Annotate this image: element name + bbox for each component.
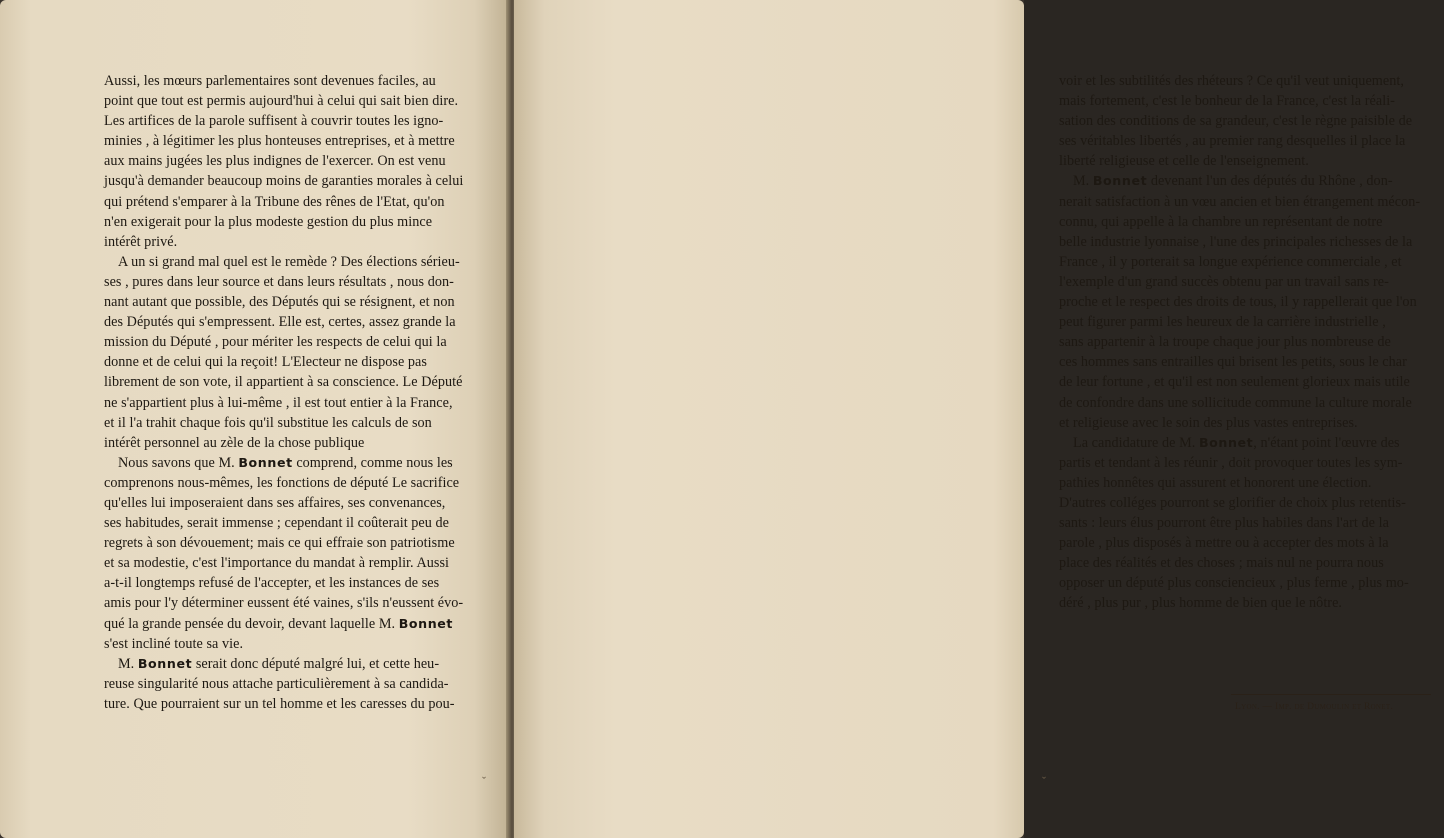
text-run: voir et les subtilités des rhéteurs ? Ce qu'il veut uniquement, mais fortement, c'est le bonheur de la France, c'est la réali- sation des conditions de sa grandeur, c'est le règne paisible de ses véritables libertés , au premier rang desquelles il place la liberté religieuse et celle de l'enseignement.: [1059, 73, 1413, 170]
left-page: [0, 0, 510, 838]
text-line: qui prétend s'emparer à la Tribune des rênes de l'Etat, qu'on: [104, 193, 445, 210]
right-page: [514, 0, 1421, 838]
text-line: des Députés qui s'empressent. Elle est, certes, assez grande la: [104, 314, 456, 331]
paragraph: [104, 453, 486, 654]
paragraph: [104, 71, 486, 252]
text-line: ses , pures dans leur source et dans leurs résultats , nous don-: [104, 273, 454, 290]
text-line: ne s'appartient plus à lui-même , il est tout entier à la France,: [104, 394, 453, 411]
text-run: Nous savons que M.: [118, 454, 239, 471]
fold-mark-left: ˇ: [482, 774, 486, 788]
text-run: serait donc député malgré lui, et cette heu- reuse singularité nous attache particulièrement à sa candida- ture. Que pourraient sur un tel homme et les caresses du pou-: [104, 655, 455, 712]
candidate-name: Bonnet: [398, 615, 454, 631]
paragraph: [1059, 171, 1444, 432]
text-run: M.: [1073, 173, 1093, 190]
text-line: intérêt personnel au zèle de la chose publique: [104, 434, 365, 451]
left-page-text: [104, 71, 486, 714]
text-line: Les artifices de la parole suffisent à couvrir toutes les igno-: [104, 113, 444, 130]
candidate-name: Bonnet: [1092, 173, 1148, 189]
candidate-name: Bonnet: [1198, 434, 1254, 450]
text-run: s'est incliné toute sa vie.: [104, 635, 244, 652]
right-page-text: [1059, 71, 1444, 614]
text-line: donne et de celui qui la reçoit! L'Electeur ne dispose pas: [104, 354, 427, 371]
paragraph: [104, 252, 486, 453]
text-line: A un si grand mal quel est le remède ? Des élections sérieu-: [118, 253, 460, 270]
text-run: devenant l'un des députés du Rhône , don- nerait satisfaction à un vœu ancien et bien étrangement mécon- connu, qui appelle à la chambre un représentant de notre belle industrie lyonnaise , l'une des principales richesses de la France , il y porterait sa longue expérience commerciale , et l'exemple d'un grand succès obtenu par un travail sans re- proche et le respect des droits de tous, il y rappellerait que l'on peut figurer parmi les heureux de la carrière industrielle , sans appartenir à la troupe chaque jour plus nombreuse de ces hommes sans entrailles qui brisent les petits, sous le char de leur fortune , et qu'il est non seulement glorieux mais utile de confondre dans une sollicitude commune la culture morale et religieuse avec le soin des plus vastes entreprises.: [1059, 173, 1421, 431]
fold-mark-right: ˇ: [1042, 774, 1046, 788]
printer-imprint: Lyon. — Imp. de Dumoulin et Ronet.: [1235, 702, 1394, 712]
text-line: jusqu'à demander beaucoup moins de garanties morales à celui: [104, 173, 464, 190]
paragraph: [104, 654, 486, 714]
text-line: minies , à légitimer les plus honteuses entreprises, et à mettre: [104, 133, 455, 150]
text-run: La candidature de M.: [1073, 434, 1199, 451]
text-run: comprend, comme nous les comprenons nous-mêmes, les fonctions de député Le sacrifice qu'elles lui imposeraient dans ses affaires, ses convenances, ses habitudes, serait immense ; cependant il coûterait peu de regrets à son dévouement; mais ce qui effraie son patriotisme et sa modestie, c'est l'importance du mandat à remplir. Aussi a-t-il longtemps refusé de l'accepter, et les instances de ses amis pour l'y déterminer eussent été vaines, s'ils n'eussent évo- qué la grande pensée du devoir, devant laquelle M.: [104, 454, 464, 632]
text-run: M.: [118, 655, 138, 672]
candidate-name: Bonnet: [137, 655, 193, 671]
text-line: et il l'a trahit chaque fois qu'il substitue les calculs de son: [104, 414, 432, 431]
imprint-rule: [1231, 694, 1431, 695]
text-line: mission du Député , pour mériter les respects de celui qui la: [104, 334, 447, 351]
text-line: n'en exigerait pour la plus modeste gestion du plus mince: [104, 213, 433, 230]
text-line: Aussi, les mœurs parlementaires sont devenues faciles, au: [104, 73, 436, 89]
text-line: nant autant que possible, des Députés qui se résignent, et non: [104, 294, 455, 311]
text-line: aux mains jugées les plus indignes de l'exercer. On est venu: [104, 153, 446, 170]
text-line: point que tout est permis aujourd'hui à celui qui sait bien dire.: [104, 93, 459, 110]
text-line: librement de son vote, il appartient à sa conscience. Le Député: [104, 374, 463, 391]
candidate-name: Bonnet: [238, 454, 293, 470]
paragraph: [1059, 71, 1444, 171]
text-run: , n'étant point l'œuvre des partis et tendant à les réunir , doit provoquer toutes les sym- pathies honnêtes qui assurent et honorent une élection. D'autres colléges pourront se glorifier de choix plus retentis- sants : leurs élus pourront être plus habiles dans l'art de la parole , plus disposés à mettre ou à accepter des mots à la place des réalités et des choses ; mais nul ne pourra nous opposer un député plus consciencieux , plus ferme , plus mo- déré , plus pur , plus homme de bien que le nôtre.: [1059, 434, 1409, 612]
text-line: intérêt privé.: [104, 233, 178, 250]
paragraph: [1059, 433, 1444, 614]
